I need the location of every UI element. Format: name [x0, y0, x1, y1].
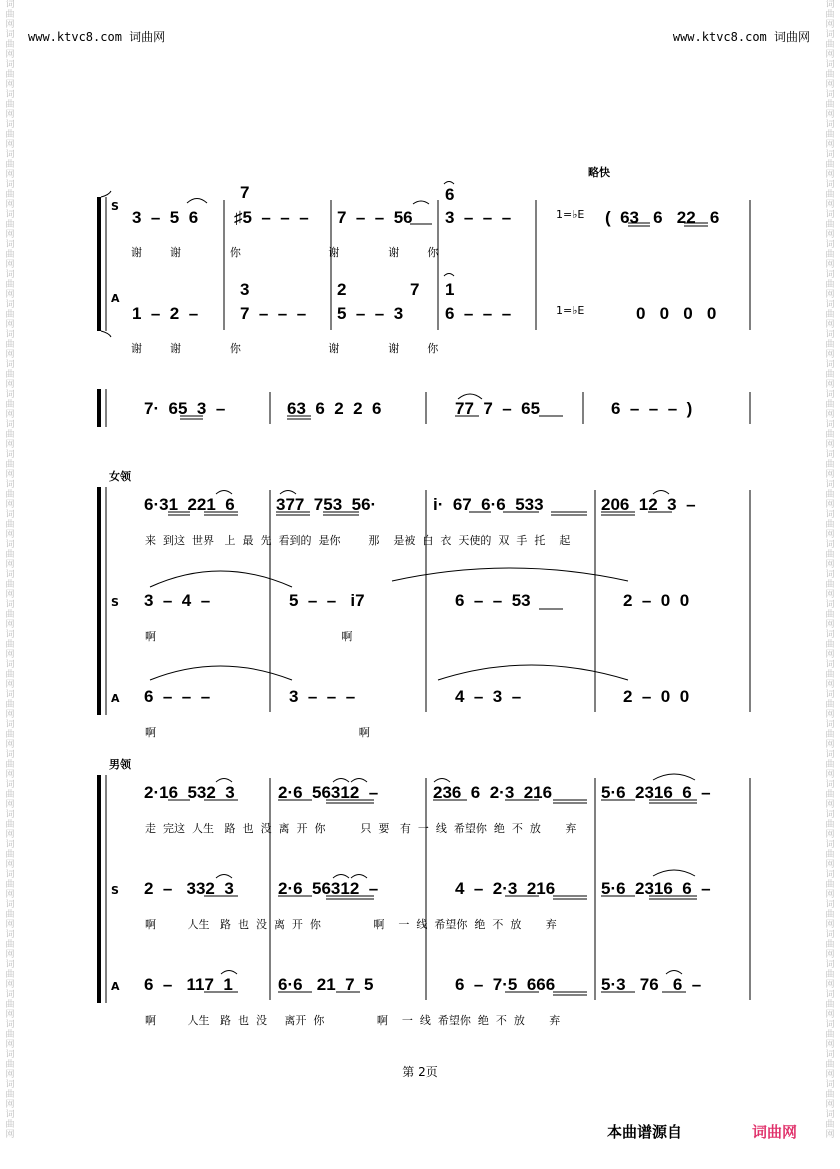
intro-notes: ( 63 6 22 6 — [605, 208, 720, 227]
alto-rests: 0 0 0 0 — [636, 304, 717, 323]
source-site-link[interactable]: 词曲网 — [752, 1123, 798, 1141]
interlude-notes-c: 77 7 – 65 — [455, 399, 541, 418]
alto-lyrics: 谢 谢 你 谢 谢 你 — [131, 342, 439, 355]
soprano-notes-3d: 2 – 0 0 — [623, 591, 690, 610]
alto-notes-4a: 6 – 117 1 — [144, 975, 233, 994]
alto-harmony: 1 — [445, 280, 455, 299]
female-lead-notes-b: 377 753 56· — [276, 495, 377, 514]
alto-notes-4b: 6·6 21 7 5 — [278, 975, 374, 994]
soprano-notes-d: 3 – – – — [445, 208, 512, 227]
soprano-notes-4b: 2·6 56312 – — [278, 879, 379, 898]
alto-notes-3c: 4 – 3 – — [455, 687, 522, 706]
alto-harmony: 3 — [240, 280, 250, 299]
male-lead-notes-a: 2·16 532 3 — [144, 783, 235, 802]
soprano-notes-c: 7 – – 56 — [337, 208, 413, 227]
alto-lyrics-3: 啊 啊 — [145, 726, 370, 739]
soprano-label: S — [111, 200, 119, 213]
soprano-notes-b: ♯5 – – – — [234, 208, 309, 227]
alto-harmony: 7 — [410, 280, 420, 299]
female-lead-lyrics: 来 到这 世界 上 最 先 看到的 是你 那 是被 白 衣 天使的 双 手 托 起 — [145, 534, 571, 547]
alto-notes-3a: 6 – – – — [144, 687, 211, 706]
soprano-notes-a: 3 – 5 6 — [132, 208, 199, 227]
female-lead-label: 女领 — [109, 470, 131, 483]
soprano-label-4: S — [111, 884, 119, 897]
tempo-mark: 略快 — [588, 166, 610, 179]
page-number: 第 2页 — [402, 1065, 438, 1079]
soprano-notes-4d: 5·6 2316 6 – — [601, 879, 711, 898]
header-right-url: www.ktvc8.com 词曲网 — [672, 30, 810, 44]
alto-notes-b: 7 – – – — [240, 304, 307, 323]
header-left-url: www.ktvc8.com 词曲网 — [28, 30, 166, 44]
soprano-notes-3b: 5 – – i7 — [289, 591, 365, 610]
soprano-notes-4a: 2 – 332 3 — [144, 879, 234, 898]
alto-label-3: A — [111, 692, 120, 705]
alto-lyrics-4: 啊 人生 路 也 没 离开 你 啊 一 线 希望你 绝 不 放 弃 — [145, 1014, 561, 1027]
source-label: 本曲谱源自 — [607, 1123, 683, 1141]
alto-notes-4d: 5·3 76 6 – — [601, 975, 702, 994]
male-lead-lyrics: 走 完这 人生 路 也 没 离 开 你 只 要 有 一 线 希望你 绝 不 放 弃 — [145, 822, 577, 835]
soprano-lyrics: 谢 谢 你 谢 谢 你 — [131, 246, 439, 259]
alto-notes-4c: 6 – 7·5 666 — [455, 975, 556, 994]
watermark-right: 词曲网词曲网词曲网词曲网词曲网词曲网词曲网词曲网词曲网词曲网词曲网词曲网词曲网词曲网词曲网词曲网词曲网词曲网词曲网词曲网词曲网词曲网词曲网词曲网词曲网词曲网词曲网词曲网词曲网词曲网词曲网词曲网词曲网词曲网词曲网词曲网词曲网词曲网 — [825, 0, 835, 1140]
watermark-left: 词曲网词曲网词曲网词曲网词曲网词曲网词曲网词曲网词曲网词曲网词曲网词曲网词曲网词曲网词曲网词曲网词曲网词曲网词曲网词曲网词曲网词曲网词曲网词曲网词曲网词曲网词曲网词曲网词曲网词曲网词曲网词曲网词曲网词曲网词曲网词曲网词曲网词曲网 — [5, 0, 15, 1140]
alto-harmony: 2 — [337, 280, 347, 299]
female-lead-notes-d: 206 12 3 – — [601, 495, 696, 514]
alto-notes-3b: 3 – – – — [289, 687, 356, 706]
interlude-notes-b: 63 6 2 2 6 — [287, 399, 382, 418]
soprano-label-3: S — [111, 596, 119, 609]
soprano-lyrics-3: 啊 啊 — [145, 630, 353, 643]
key-signature-alto: 1=♭E — [556, 304, 585, 317]
male-lead-label: 男领 — [109, 758, 131, 771]
interlude-notes-a: 7· 65 3 – — [144, 399, 226, 418]
female-lead-notes-c: i· 67 6·6 533 — [433, 495, 544, 514]
alto-label-4: A — [111, 980, 120, 993]
alto-notes-c: 5 – – 3 — [337, 304, 404, 323]
soprano-notes-3c: 6 – – 53 — [455, 591, 531, 610]
male-lead-notes-c: 236 6 2·3 216 — [433, 783, 553, 802]
interlude-notes-d: 6 – – – ) — [611, 399, 693, 418]
harmony-note: 7 — [240, 183, 250, 202]
soprano-notes-4c: 4 – 2·3 216 — [455, 879, 556, 898]
male-lead-notes-b: 2·6 56312 – — [278, 783, 379, 802]
alto-notes-d: 6 – – – — [445, 304, 512, 323]
male-lead-notes-d: 5·6 2316 6 – — [601, 783, 711, 802]
alto-notes-a: 1 – 2 – — [132, 304, 199, 323]
soprano-lyrics-4: 啊 人生 路 也 没 离 开 你 啊 一 线 希望你 绝 不 放 弃 — [145, 918, 557, 931]
alto-notes-3d: 2 – 0 0 — [623, 687, 690, 706]
female-lead-notes-a: 6·31 221 6 — [144, 495, 235, 514]
soprano-notes-3a: 3 – 4 – — [144, 591, 211, 610]
alto-label: A — [111, 292, 120, 305]
harmony-note: 6 — [445, 185, 455, 204]
key-signature: 1=♭E — [556, 208, 585, 221]
